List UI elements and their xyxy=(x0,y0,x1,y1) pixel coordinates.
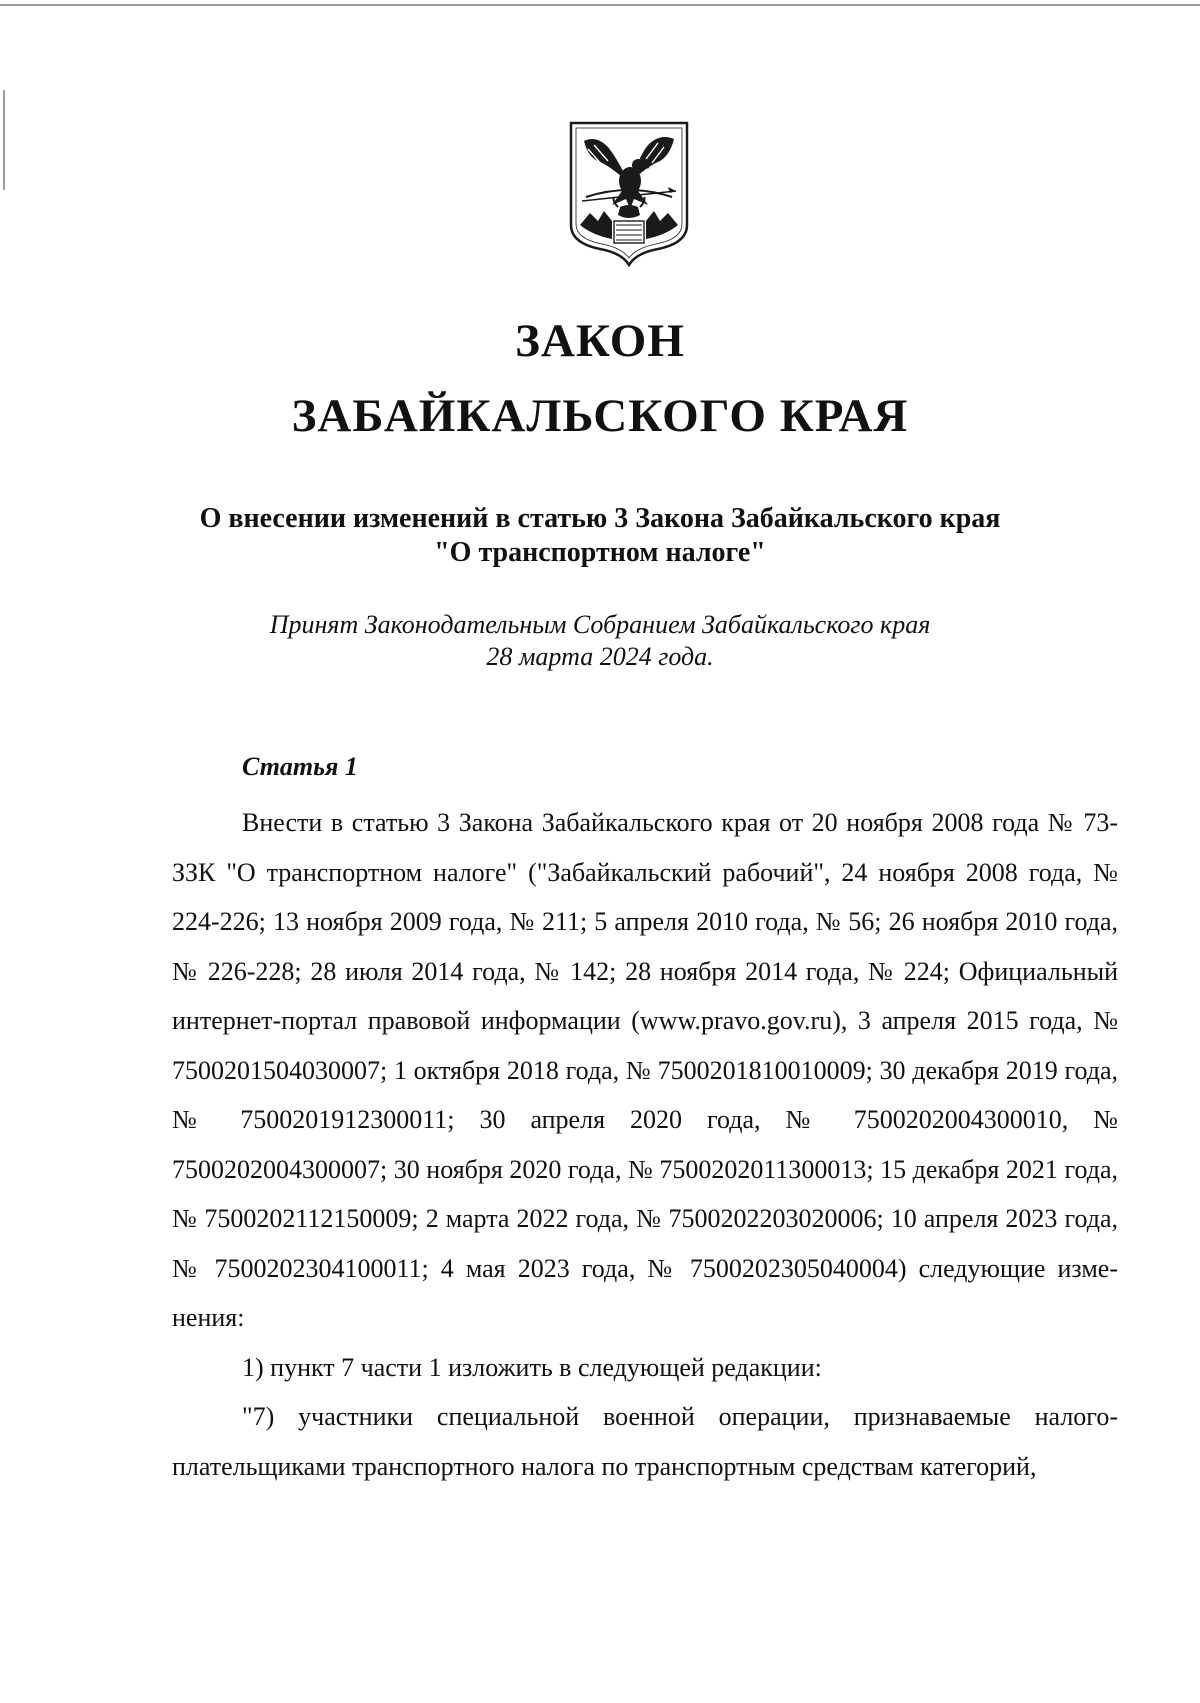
law-subject-line2: "О транспортном налоге" xyxy=(434,537,766,568)
article-body xyxy=(172,798,1118,1491)
article-heading: Статья 1 xyxy=(242,752,358,781)
article-paragraph: 1) пункт 7 части 1 изложить в следующей редакции: xyxy=(242,1352,822,1382)
scan-left-edge xyxy=(3,90,5,190)
adoption-date: 28 марта 2024 года. xyxy=(486,642,714,671)
article-paragraph: "7) участники специальной военной операции, признаваемые налогоплательщиками транспортного налога по транспортным средствам категорий, xyxy=(172,1402,1118,1481)
article-paragraph: Внести в статью 3 Закона Забайкальского края от 20 ноября 2008 года № 73-ЗЗК "О транспортном налоге" ("Забайкальский рабочий", 24 ноября 2008 года, № 224-226; 13 ноября 2009 года, № 211; 5 апреля 2010 года, № 56; 26 ноября 2010 года, № 226-228; 28 июля 2014 года, № 142; 28 ноября 2014 года, № 224; Официальный интернет-портал правовой информации (www.pravo.gov.ru), 3 апреля 2015 года, № 7500201504030007; 1 октября 2018 года, № 7500201810010009; 30 декабря 2019 года, № 7500201912300011; 30 апреля 2020 года, № 7500202004300010, № 7500202004300007; 30 ноября 2020 года, № 7500202011300013; 15 декабря 2021 года, № 7500202112150009; 2 марта 2022 года, № 7500202203020006; 10 апреля 2023 года, № 7500202304100011; 4 мая 2023 года, № 7500202305040004) следующие изменения: xyxy=(172,808,1118,1332)
document-title-line2: ЗАБАЙКАЛЬСКОГО КРАЯ xyxy=(291,390,909,442)
coat-of-arms-icon xyxy=(568,121,690,267)
document-title-line1: ЗАКОН xyxy=(515,315,685,367)
adoption-note-line1: Принят Законодательным Собранием Забайкальского края xyxy=(269,610,931,639)
law-subject-line1: О внесении изменений в статью 3 Закона Забайкальского края xyxy=(199,503,1001,534)
scan-top-rule xyxy=(0,4,1200,6)
